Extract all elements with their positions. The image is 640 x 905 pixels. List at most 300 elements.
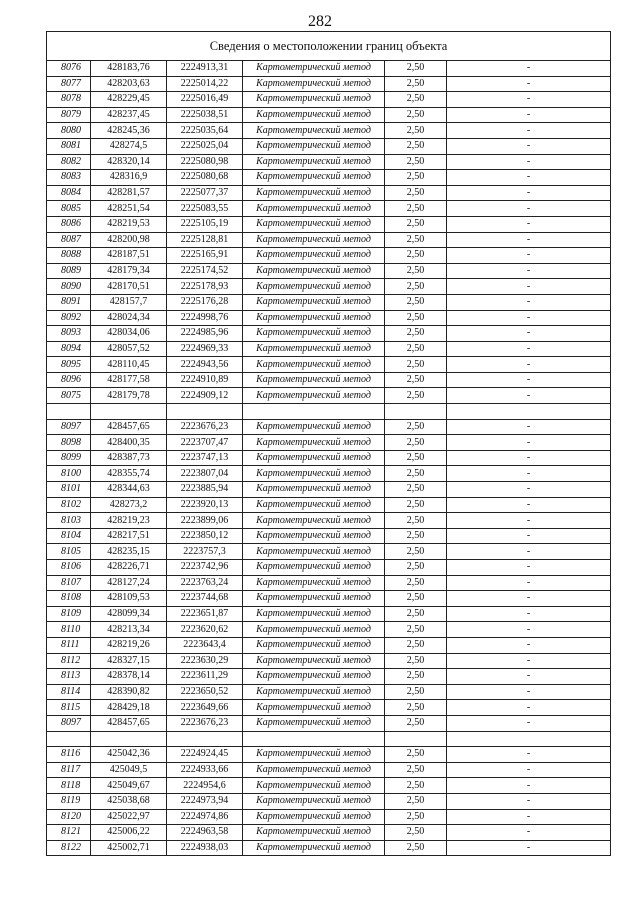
- point-number-cell: 8100: [47, 466, 91, 482]
- point-number-cell: 8120: [47, 809, 91, 825]
- table-row: [47, 170, 611, 186]
- description-cell: -: [447, 637, 611, 653]
- table-row: [47, 513, 611, 529]
- x-coordinate-cell: 428457,65: [91, 715, 167, 731]
- table-row: [47, 450, 611, 466]
- x-coordinate-cell: 428387,73: [91, 450, 167, 466]
- y-coordinate-cell: 2223649,66: [167, 700, 243, 716]
- accuracy-cell: 2,50: [385, 419, 447, 435]
- x-coordinate-cell: 428390,82: [91, 684, 167, 700]
- x-coordinate-cell: 428429,18: [91, 700, 167, 716]
- y-coordinate-cell: 2223620,62: [167, 622, 243, 638]
- table-row: [47, 419, 611, 435]
- description-cell: -: [447, 154, 611, 170]
- y-coordinate-cell: 2223747,13: [167, 450, 243, 466]
- point-number-cell: 8114: [47, 684, 91, 700]
- description-cell: -: [447, 591, 611, 607]
- accuracy-cell: 2,50: [385, 170, 447, 186]
- table-row: [47, 435, 611, 451]
- x-coordinate-cell: 428183,76: [91, 61, 167, 77]
- table-row: [47, 560, 611, 576]
- description-cell: -: [447, 372, 611, 388]
- x-coordinate-cell: 428273,2: [91, 497, 167, 513]
- point-number-cell: 8093: [47, 326, 91, 342]
- table-row: [47, 700, 611, 716]
- point-number-cell: 8117: [47, 762, 91, 778]
- x-coordinate-cell: 428316,9: [91, 170, 167, 186]
- accuracy-cell: 2,50: [385, 715, 447, 731]
- table-row: [47, 279, 611, 295]
- table-row: [47, 341, 611, 357]
- table-row: [47, 107, 611, 123]
- accuracy-cell: 2,50: [385, 232, 447, 248]
- point-number-cell: 8077: [47, 76, 91, 92]
- point-number-cell: 8085: [47, 201, 91, 217]
- description-cell: -: [447, 778, 611, 794]
- description-cell: -: [447, 326, 611, 342]
- accuracy-cell: 2,50: [385, 560, 447, 576]
- method-cell: Картометрический метод: [243, 326, 385, 342]
- description-cell: -: [447, 528, 611, 544]
- accuracy-cell: 2,50: [385, 591, 447, 607]
- method-cell: Картометрический метод: [243, 793, 385, 809]
- x-coordinate-cell: 425049,5: [91, 762, 167, 778]
- accuracy-cell: 2,50: [385, 778, 447, 794]
- table-caption: Сведения о местоположении границ объекта: [47, 32, 611, 61]
- method-cell: Картометрический метод: [243, 560, 385, 576]
- description-cell: -: [447, 809, 611, 825]
- method-cell: Картометрический метод: [243, 92, 385, 108]
- description-cell: -: [447, 700, 611, 716]
- method-cell: Картометрический метод: [243, 107, 385, 123]
- table-row: [47, 185, 611, 201]
- description-cell: -: [447, 248, 611, 264]
- y-coordinate-cell: 2223744,68: [167, 591, 243, 607]
- accuracy-cell: 2,50: [385, 263, 447, 279]
- accuracy-cell: 2,50: [385, 201, 447, 217]
- x-coordinate-cell: 428157,7: [91, 294, 167, 310]
- accuracy-cell: 2,50: [385, 528, 447, 544]
- description-cell: -: [447, 762, 611, 778]
- table-row: [47, 482, 611, 498]
- accuracy-cell: 2,50: [385, 825, 447, 841]
- y-coordinate-cell: 2223807,04: [167, 466, 243, 482]
- description-cell: -: [447, 606, 611, 622]
- accuracy-cell: 2,50: [385, 684, 447, 700]
- point-number-cell: 8112: [47, 653, 91, 669]
- y-coordinate-cell: 2223899,06: [167, 513, 243, 529]
- point-number-cell: 8098: [47, 435, 91, 451]
- x-coordinate-cell: 428217,51: [91, 528, 167, 544]
- y-coordinate-cell: 2223850,12: [167, 528, 243, 544]
- y-coordinate-cell: 2223757,3: [167, 544, 243, 560]
- y-coordinate-cell: 2223630,29: [167, 653, 243, 669]
- y-coordinate-cell: 2223643,4: [167, 637, 243, 653]
- method-cell: Картометрический метод: [243, 809, 385, 825]
- description-cell: -: [447, 825, 611, 841]
- point-number-cell: 8111: [47, 637, 91, 653]
- description-cell: -: [447, 497, 611, 513]
- point-number-cell: 8097: [47, 419, 91, 435]
- point-number-cell: 8105: [47, 544, 91, 560]
- point-number-cell: 8101: [47, 482, 91, 498]
- accuracy-cell: 2,50: [385, 809, 447, 825]
- table-row: [47, 544, 611, 560]
- x-coordinate-cell: 428237,45: [91, 107, 167, 123]
- point-number-cell: 8081: [47, 138, 91, 154]
- table-row: [47, 232, 611, 248]
- y-coordinate-cell: 2225165,91: [167, 248, 243, 264]
- y-coordinate-cell: 2224910,89: [167, 372, 243, 388]
- accuracy-cell: 2,50: [385, 497, 447, 513]
- x-coordinate-cell: 425006,22: [91, 825, 167, 841]
- method-cell: Картометрический метод: [243, 591, 385, 607]
- method-cell: Картометрический метод: [243, 154, 385, 170]
- accuracy-cell: 2,50: [385, 606, 447, 622]
- point-number-cell: 8090: [47, 279, 91, 295]
- method-cell: Картометрический метод: [243, 637, 385, 653]
- point-number-cell: 8110: [47, 622, 91, 638]
- point-number-cell: 8099: [47, 450, 91, 466]
- x-coordinate-cell: 428127,24: [91, 575, 167, 591]
- y-coordinate-cell: 2225105,19: [167, 216, 243, 232]
- accuracy-cell: 2,50: [385, 388, 447, 404]
- accuracy-cell: 2,50: [385, 544, 447, 560]
- group-separator-row: [47, 731, 611, 747]
- description-cell: -: [447, 341, 611, 357]
- point-number-cell: 8106: [47, 560, 91, 576]
- description-cell: -: [447, 76, 611, 92]
- point-number-cell: 8075: [47, 388, 91, 404]
- point-number-cell: 8102: [47, 497, 91, 513]
- method-cell: Картометрический метод: [243, 279, 385, 295]
- point-number-cell: 8091: [47, 294, 91, 310]
- y-coordinate-cell: 2224938,03: [167, 840, 243, 856]
- description-cell: -: [447, 669, 611, 685]
- point-number-cell: 8084: [47, 185, 91, 201]
- table-row: [47, 466, 611, 482]
- empty-cell: [47, 731, 91, 747]
- point-number-cell: 8082: [47, 154, 91, 170]
- description-cell: -: [447, 107, 611, 123]
- table-row: [47, 216, 611, 232]
- table-row: [47, 591, 611, 607]
- x-coordinate-cell: 428274,5: [91, 138, 167, 154]
- y-coordinate-cell: 2224943,56: [167, 357, 243, 373]
- x-coordinate-cell: 428177,58: [91, 372, 167, 388]
- x-coordinate-cell: 428235,15: [91, 544, 167, 560]
- empty-cell: [243, 731, 385, 747]
- point-number-cell: 8094: [47, 341, 91, 357]
- x-coordinate-cell: 425022,97: [91, 809, 167, 825]
- x-coordinate-cell: 428203,63: [91, 76, 167, 92]
- method-cell: Картометрический метод: [243, 544, 385, 560]
- y-coordinate-cell: 2224985,96: [167, 326, 243, 342]
- group-separator-row: [47, 404, 611, 420]
- accuracy-cell: 2,50: [385, 279, 447, 295]
- point-number-cell: 8078: [47, 92, 91, 108]
- description-cell: -: [447, 653, 611, 669]
- empty-cell: [167, 404, 243, 420]
- point-number-cell: 8115: [47, 700, 91, 716]
- empty-cell: [91, 404, 167, 420]
- description-cell: -: [447, 575, 611, 591]
- table-row: [47, 840, 611, 856]
- description-cell: -: [447, 279, 611, 295]
- method-cell: Картометрический метод: [243, 450, 385, 466]
- method-cell: Картометрический метод: [243, 263, 385, 279]
- table-row: [47, 263, 611, 279]
- x-coordinate-cell: 428327,15: [91, 653, 167, 669]
- y-coordinate-cell: 2223742,96: [167, 560, 243, 576]
- table-row: [47, 357, 611, 373]
- method-cell: Картометрический метод: [243, 669, 385, 685]
- table-row: [47, 388, 611, 404]
- table-row: [47, 497, 611, 513]
- x-coordinate-cell: 428281,57: [91, 185, 167, 201]
- x-coordinate-cell: 428179,78: [91, 388, 167, 404]
- x-coordinate-cell: 428457,65: [91, 419, 167, 435]
- x-coordinate-cell: 428378,14: [91, 669, 167, 685]
- description-cell: -: [447, 513, 611, 529]
- y-coordinate-cell: 2224954,6: [167, 778, 243, 794]
- description-cell: -: [447, 747, 611, 763]
- y-coordinate-cell: 2225038,51: [167, 107, 243, 123]
- table-row: [47, 123, 611, 139]
- method-cell: Картометрический метод: [243, 76, 385, 92]
- x-coordinate-cell: 428344,63: [91, 482, 167, 498]
- point-number-cell: 8076: [47, 61, 91, 77]
- table-row: [47, 669, 611, 685]
- empty-cell: [91, 731, 167, 747]
- table-row: [47, 372, 611, 388]
- accuracy-cell: 2,50: [385, 466, 447, 482]
- x-coordinate-cell: 425049,67: [91, 778, 167, 794]
- accuracy-cell: 2,50: [385, 185, 447, 201]
- x-coordinate-cell: 428320,14: [91, 154, 167, 170]
- table-row: [47, 622, 611, 638]
- method-cell: Картометрический метод: [243, 762, 385, 778]
- table-row: [47, 138, 611, 154]
- y-coordinate-cell: 2225077,37: [167, 185, 243, 201]
- table-row: [47, 528, 611, 544]
- x-coordinate-cell: 425038,68: [91, 793, 167, 809]
- accuracy-cell: 2,50: [385, 513, 447, 529]
- x-coordinate-cell: 428187,51: [91, 248, 167, 264]
- y-coordinate-cell: 2225025,04: [167, 138, 243, 154]
- method-cell: Картометрический метод: [243, 123, 385, 139]
- y-coordinate-cell: 2224973,94: [167, 793, 243, 809]
- y-coordinate-cell: 2225178,93: [167, 279, 243, 295]
- point-number-cell: 8095: [47, 357, 91, 373]
- y-coordinate-cell: 2224924,45: [167, 747, 243, 763]
- point-number-cell: 8097: [47, 715, 91, 731]
- accuracy-cell: 2,50: [385, 107, 447, 123]
- empty-cell: [167, 731, 243, 747]
- method-cell: Картометрический метод: [243, 575, 385, 591]
- point-number-cell: 8107: [47, 575, 91, 591]
- accuracy-cell: 2,50: [385, 76, 447, 92]
- y-coordinate-cell: 2223763,24: [167, 575, 243, 591]
- point-number-cell: 8087: [47, 232, 91, 248]
- x-coordinate-cell: 425042,36: [91, 747, 167, 763]
- accuracy-cell: 2,50: [385, 248, 447, 264]
- method-cell: Картометрический метод: [243, 248, 385, 264]
- accuracy-cell: 2,50: [385, 840, 447, 856]
- y-coordinate-cell: 2225035,64: [167, 123, 243, 139]
- empty-cell: [47, 404, 91, 420]
- x-coordinate-cell: 428400,35: [91, 435, 167, 451]
- accuracy-cell: 2,50: [385, 622, 447, 638]
- y-coordinate-cell: 2225083,55: [167, 201, 243, 217]
- x-coordinate-cell: 428219,23: [91, 513, 167, 529]
- description-cell: -: [447, 419, 611, 435]
- y-coordinate-cell: 2225080,98: [167, 154, 243, 170]
- table-row: [47, 606, 611, 622]
- method-cell: Картометрический метод: [243, 653, 385, 669]
- empty-cell: [385, 404, 447, 420]
- y-coordinate-cell: 2225016,49: [167, 92, 243, 108]
- x-coordinate-cell: 428034,06: [91, 326, 167, 342]
- empty-cell: [385, 731, 447, 747]
- description-cell: -: [447, 622, 611, 638]
- point-number-cell: 8103: [47, 513, 91, 529]
- table-row: [47, 326, 611, 342]
- method-cell: Картометрический метод: [243, 778, 385, 794]
- table-row: [47, 809, 611, 825]
- y-coordinate-cell: 2223651,87: [167, 606, 243, 622]
- table-row: [47, 76, 611, 92]
- x-coordinate-cell: 428226,71: [91, 560, 167, 576]
- accuracy-cell: 2,50: [385, 154, 447, 170]
- description-cell: -: [447, 310, 611, 326]
- table-row: [47, 762, 611, 778]
- y-coordinate-cell: 2223676,23: [167, 715, 243, 731]
- empty-cell: [447, 731, 611, 747]
- point-number-cell: 8089: [47, 263, 91, 279]
- accuracy-cell: 2,50: [385, 793, 447, 809]
- description-cell: -: [447, 793, 611, 809]
- y-coordinate-cell: 2224969,33: [167, 341, 243, 357]
- empty-cell: [447, 404, 611, 420]
- description-cell: -: [447, 715, 611, 731]
- table-row: [47, 201, 611, 217]
- table-caption-row: [47, 32, 611, 61]
- method-cell: Картометрический метод: [243, 435, 385, 451]
- method-cell: Картометрический метод: [243, 747, 385, 763]
- table-row: [47, 793, 611, 809]
- accuracy-cell: 2,50: [385, 138, 447, 154]
- description-cell: -: [447, 388, 611, 404]
- method-cell: Картометрический метод: [243, 840, 385, 856]
- point-number-cell: 8122: [47, 840, 91, 856]
- method-cell: Картометрический метод: [243, 170, 385, 186]
- description-cell: -: [447, 170, 611, 186]
- point-number-cell: 8092: [47, 310, 91, 326]
- point-number-cell: 8109: [47, 606, 91, 622]
- description-cell: -: [447, 544, 611, 560]
- accuracy-cell: 2,50: [385, 700, 447, 716]
- table-row: [47, 637, 611, 653]
- method-cell: Картометрический метод: [243, 294, 385, 310]
- accuracy-cell: 2,50: [385, 310, 447, 326]
- method-cell: Картометрический метод: [243, 715, 385, 731]
- y-coordinate-cell: 2224963,58: [167, 825, 243, 841]
- x-coordinate-cell: 428219,53: [91, 216, 167, 232]
- table-row: [47, 310, 611, 326]
- accuracy-cell: 2,50: [385, 372, 447, 388]
- description-cell: -: [447, 263, 611, 279]
- x-coordinate-cell: 428213,34: [91, 622, 167, 638]
- method-cell: Картометрический метод: [243, 482, 385, 498]
- x-coordinate-cell: 428099,34: [91, 606, 167, 622]
- table-row: [47, 294, 611, 310]
- x-coordinate-cell: 428200,98: [91, 232, 167, 248]
- point-number-cell: 8118: [47, 778, 91, 794]
- description-cell: -: [447, 185, 611, 201]
- description-cell: -: [447, 294, 611, 310]
- accuracy-cell: 2,50: [385, 435, 447, 451]
- method-cell: Картометрический метод: [243, 201, 385, 217]
- x-coordinate-cell: 428024,34: [91, 310, 167, 326]
- method-cell: Картометрический метод: [243, 372, 385, 388]
- table-row: [47, 778, 611, 794]
- y-coordinate-cell: 2224933,66: [167, 762, 243, 778]
- accuracy-cell: 2,50: [385, 762, 447, 778]
- accuracy-cell: 2,50: [385, 341, 447, 357]
- accuracy-cell: 2,50: [385, 575, 447, 591]
- table-row: [47, 154, 611, 170]
- accuracy-cell: 2,50: [385, 216, 447, 232]
- accuracy-cell: 2,50: [385, 653, 447, 669]
- method-cell: Картометрический метод: [243, 310, 385, 326]
- x-coordinate-cell: 428179,34: [91, 263, 167, 279]
- point-number-cell: 8088: [47, 248, 91, 264]
- description-cell: -: [447, 232, 611, 248]
- boundary-table: [46, 31, 611, 856]
- y-coordinate-cell: 2223920,13: [167, 497, 243, 513]
- table-row: [47, 684, 611, 700]
- description-cell: -: [447, 684, 611, 700]
- description-cell: -: [447, 450, 611, 466]
- point-number-cell: 8080: [47, 123, 91, 139]
- page-number: 282: [308, 13, 332, 30]
- method-cell: Картометрический метод: [243, 528, 385, 544]
- method-cell: Картометрический метод: [243, 216, 385, 232]
- table-row: [47, 825, 611, 841]
- point-number-cell: 8116: [47, 747, 91, 763]
- y-coordinate-cell: 2223611,29: [167, 669, 243, 685]
- method-cell: Картометрический метод: [243, 185, 385, 201]
- method-cell: Картометрический метод: [243, 466, 385, 482]
- y-coordinate-cell: 2224974,86: [167, 809, 243, 825]
- method-cell: Картометрический метод: [243, 357, 385, 373]
- x-coordinate-cell: 428355,74: [91, 466, 167, 482]
- x-coordinate-cell: 428057,52: [91, 341, 167, 357]
- description-cell: -: [447, 216, 611, 232]
- x-coordinate-cell: 428219,26: [91, 637, 167, 653]
- point-number-cell: 8083: [47, 170, 91, 186]
- point-number-cell: 8121: [47, 825, 91, 841]
- x-coordinate-cell: 428229,45: [91, 92, 167, 108]
- y-coordinate-cell: 2224909,12: [167, 388, 243, 404]
- y-coordinate-cell: 2224913,31: [167, 61, 243, 77]
- empty-cell: [243, 404, 385, 420]
- x-coordinate-cell: 428251,54: [91, 201, 167, 217]
- method-cell: Картометрический метод: [243, 700, 385, 716]
- x-coordinate-cell: 428110,45: [91, 357, 167, 373]
- accuracy-cell: 2,50: [385, 357, 447, 373]
